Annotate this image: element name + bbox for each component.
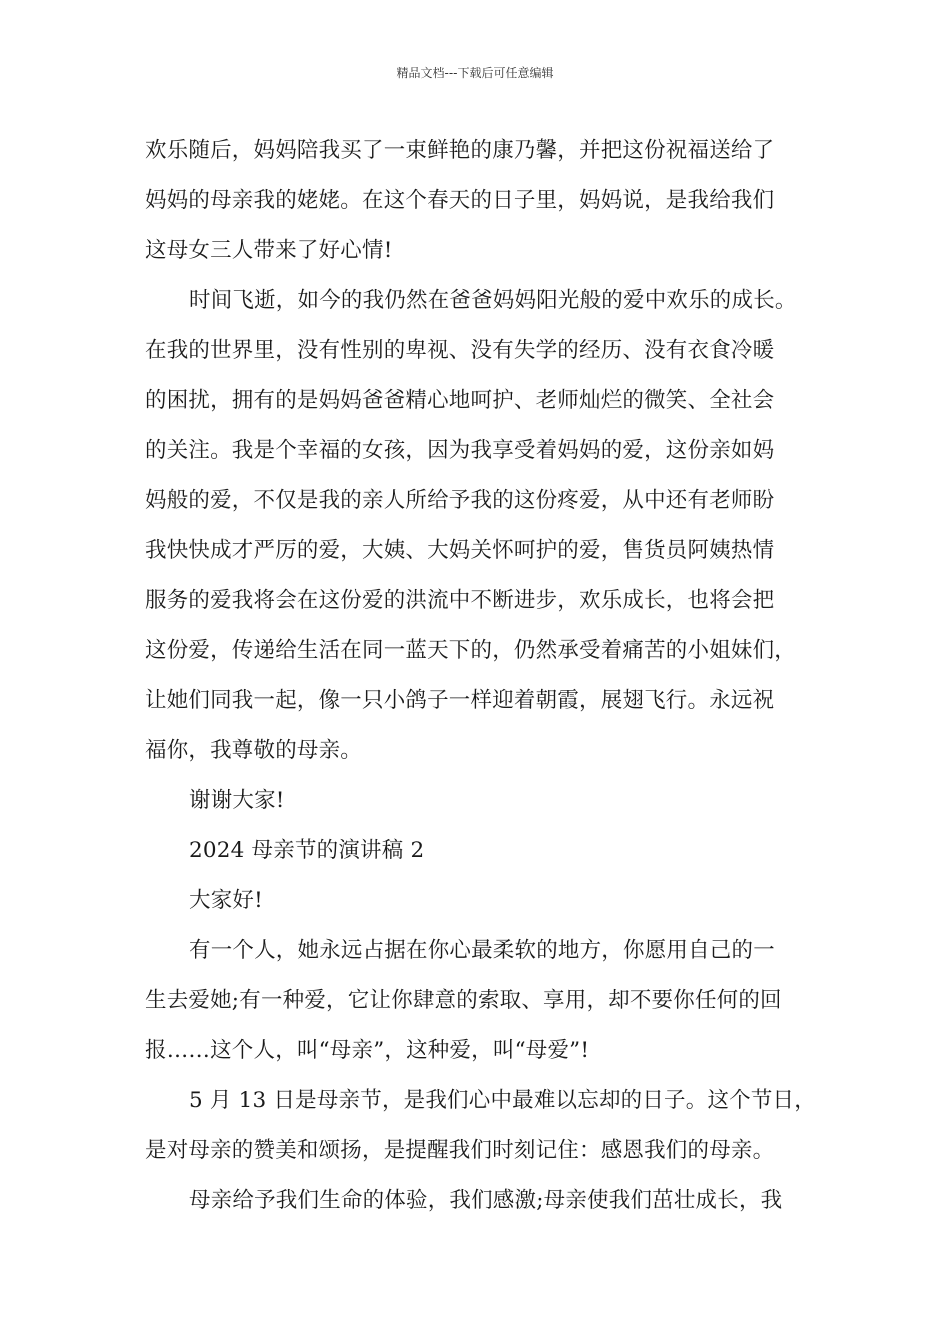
- text-line: 有一个人，她永远占据在你心最柔软的地方，你愿用自己的一: [189, 938, 775, 963]
- text-line: 福你，我尊敬的母亲。: [145, 738, 363, 763]
- text-line: 是对母亲的赞美和颂扬，是提醒我们时刻记住：感恩我们的母亲。: [145, 1138, 775, 1163]
- text-line: 谢谢大家!: [189, 788, 285, 813]
- text-line: 的困扰，拥有的是妈妈爸爸精心地呵护、老师灿烂的微笑、全社会: [145, 388, 775, 413]
- text-line: 的关注。我是个幸福的女孩，因为我享受着妈妈的爱，这份亲如妈: [145, 438, 775, 463]
- text-line: 时间飞逝，如今的我仍然在爸爸妈妈阳光般的爱中欢乐的成长。: [189, 288, 797, 313]
- text-line: 在我的世界里，没有性别的卑视、没有失学的经历、没有衣食冷暖: [145, 338, 775, 363]
- text-line: 我快快成才严厉的爱，大姨、大妈关怀呵护的爱，售货员阿姨热情: [145, 538, 775, 563]
- section-title: 2024 母亲节的演讲稿 2: [189, 838, 425, 863]
- text-line: 让她们同我一起，像一只小鸽子一样迎着朝霞，展翅飞行。永远祝: [145, 688, 775, 713]
- text-line: 5 月 13 日是母亲节，是我们心中最难以忘却的日子。这个节日，: [189, 1088, 816, 1113]
- text-line: 生去爱她;有一种爱，它让你肆意的索取、享用，却不要你任何的回: [145, 988, 782, 1013]
- document-body: [145, 126, 825, 1226]
- text-line: 服务的爱我将会在这份爱的洪流中不断进步，欢乐成长，也将会把: [145, 588, 775, 613]
- text-line: 欢乐随后，妈妈陪我买了一束鲜艳的康乃馨，并把这份祝福送给了: [145, 138, 775, 163]
- text-line: 妈般的爱，不仅是我的亲人所给予我的这份疼爱，从中还有老师盼: [145, 488, 775, 513]
- page-header: 精品文档---下载后可任意编辑: [396, 66, 554, 80]
- text-line: 这份爱，传递给生活在同一蓝天下的，仍然承受着痛苦的小姐妹们，: [145, 638, 797, 663]
- text-line: 妈妈的母亲我的姥姥。在这个春天的日子里，妈妈说，是我给我们: [145, 188, 775, 213]
- text-line: 这母女三人带来了好心情!: [145, 238, 393, 263]
- text-line: 母亲给予我们生命的体验，我们感激;母亲使我们茁壮成长，我: [189, 1188, 783, 1213]
- text-line: 大家好!: [189, 888, 263, 913]
- text-line: 报……这个人，叫“母亲”，这种爱，叫“母爱”!: [145, 1038, 590, 1063]
